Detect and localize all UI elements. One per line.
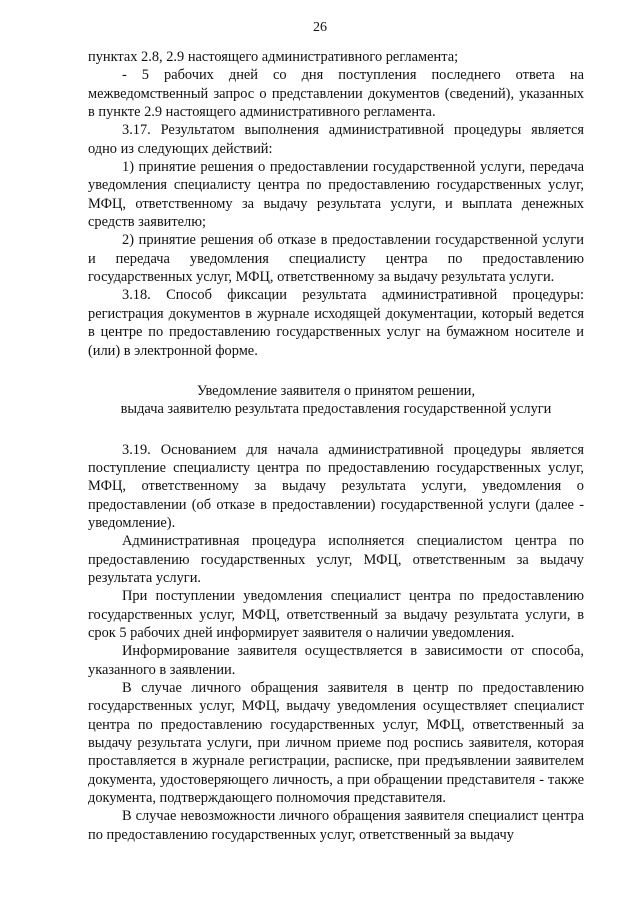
- paragraph: При поступлении уведомления специалист центра по предоставлению государственных услуг, МФЦ, ответственный за выдачу результата услуги, в срок 5 рабочих дней информирует заявителя о наличии уведомления.: [88, 588, 584, 641]
- paragraph: В случае личного обращения заявителя в центр по предоставлению государственных услуг, МФЦ, выдачу уведомления осуществляет специалист центра по предоставлению государственных услуг, МФЦ, ответственный за выдачу результата услуги, при личном приеме под роспись заявителя, которая проставляется в журнале регистрации, расписке, при предъявлении заявителем документа, удостоверяющего личность, а при обращении представителя - также документа, подтверждающего полномочия представителя.: [88, 680, 584, 807]
- page-number: 26: [313, 20, 327, 35]
- section-heading-line: Уведомление заявителя о принятом решении,: [196, 382, 476, 399]
- paragraph: 1) принятие решения о предоставлении государственной услуги, передача уведомления специалисту центра по предоставлению государственных услуг, МФЦ, ответственному за выдачу результата услуги, и выплата денежных средств заявителю;: [88, 159, 584, 231]
- paragraph: 3.19. Основанием для начала административной процедуры является поступление специалисту центра по предоставлению государственных услуг, МФЦ, ответственному за выдачу результата услуги, уведомления о предоставлении (об отказе в предоставлении) государственной услуги (далее - уведомление).: [88, 441, 584, 531]
- section-heading: [88, 382, 584, 419]
- paragraph: Административная процедура исполняется специалистом центра по предоставлению государственных услуг, МФЦ, ответственным за выдачу результата услуги.: [88, 533, 584, 586]
- paragraph: 3.18. Способ фиксации результата административной процедуры: регистрация документов в журнале исходящей документации, который ведется в центре по предоставлению государственных услуг на бумажном носителе и (или) в электронной форме.: [88, 287, 584, 359]
- paragraph: 2) принятие решения об отказе в предоставлении государственной услуги и передача уведомления специалисту центра по предоставлению государственных услуг, МФЦ, ответственному за выдачу результата услуги.: [88, 232, 584, 286]
- paragraph: В случае невозможности личного обращения заявителя специалист центра по предоставлению государственных услуг, ответственный за выдачу: [88, 808, 584, 843]
- paragraph: - 5 рабочих дней со дня поступления последнего ответа на межведомственный запрос о представлении документов (сведений), указанных в пункте 2.9 настоящего административного регламента.: [88, 67, 584, 121]
- paragraph: 3.17. Результатом выполнения административной процедуры является одно из следующих действий:: [88, 122, 584, 157]
- paragraph: пунктах 2.8, 2.9 настоящего административного регламента;: [88, 49, 459, 65]
- paragraph: Информирование заявителя осуществляется в зависимости от способа, указанного в заявлении.: [88, 643, 584, 678]
- section-heading-line: выдача заявителю результата предоставления государственной услуги: [120, 401, 552, 418]
- document-body: [88, 48, 584, 844]
